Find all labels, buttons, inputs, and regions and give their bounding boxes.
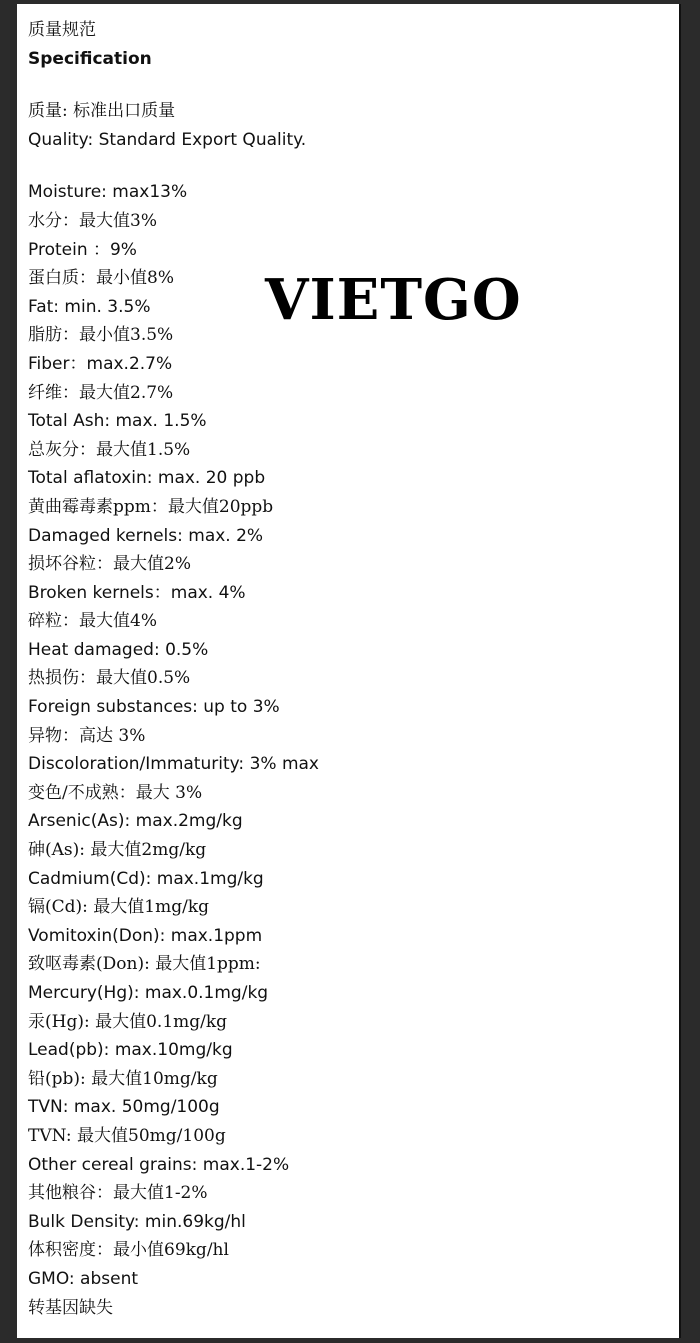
spec-damaged-kernels-en: Damaged kernels: max. 2% bbox=[28, 525, 264, 546]
heading-english: Specification bbox=[28, 48, 152, 69]
spec-aflatoxin-cn: 黄曲霉毒素ppm：最大值20ppb bbox=[28, 496, 274, 517]
spec-aflatoxin-en: Total aflatoxin: max. 20 ppb bbox=[28, 468, 266, 489]
spec-bulk-density-en: Bulk Density: min.69kg/hl bbox=[28, 1211, 246, 1232]
spec-vomitoxin-en: Vomitoxin(Don): max.1ppm bbox=[28, 925, 263, 946]
spacer bbox=[28, 154, 319, 178]
spec-bulk-density-cn: 体积密度：最小值69kg/hl bbox=[28, 1240, 229, 1261]
spec-ash-en: Total Ash: max. 1.5% bbox=[28, 411, 207, 432]
spec-tvn-cn: TVN: 最大值50mg/100g bbox=[28, 1125, 226, 1146]
spec-fiber-cn: 纤维：最大值2.7% bbox=[28, 382, 174, 403]
heading-chinese: 质量规范 bbox=[28, 20, 96, 40]
spec-tvn-en: TVN: max. 50mg/100g bbox=[28, 1097, 220, 1118]
document-page bbox=[17, 4, 681, 1338]
spec-lead-cn: 铅(pb): 最大值10mg/kg bbox=[28, 1068, 218, 1089]
spec-discoloration-cn: 变色/不成熟：最大 3% bbox=[28, 782, 203, 803]
spec-lead-en: Lead(pb): max.10mg/kg bbox=[28, 1040, 233, 1061]
spec-moisture-en: Moisture: max13% bbox=[28, 182, 188, 203]
spec-vomitoxin-cn: 致呕毒素(Don): 最大值1ppm: bbox=[28, 954, 261, 975]
spec-arsenic-cn: 砷(As): 最大值2mg/kg bbox=[28, 840, 207, 861]
spec-other-grains-en: Other cereal grains: max.1-2% bbox=[28, 1154, 290, 1175]
quality-english: Quality: Standard Export Quality. bbox=[28, 129, 307, 150]
spec-moisture-cn: 水分：最大值3% bbox=[28, 210, 157, 231]
spec-damaged-kernels-cn: 损坏谷粒：最大值2% bbox=[28, 554, 191, 575]
spec-foreign-substances-en: Foreign substances: up to 3% bbox=[28, 697, 280, 718]
spec-broken-kernels-en: Broken kernels：max. 4% bbox=[28, 582, 246, 603]
spec-gmo-cn: 转基因缺失 bbox=[28, 1297, 113, 1318]
spec-protein-cn: 蛋白质：最小值8% bbox=[28, 268, 174, 289]
spec-arsenic-en: Arsenic(As): max.2mg/kg bbox=[28, 811, 243, 832]
spacer bbox=[28, 73, 319, 97]
vietgo-watermark: VIETGO bbox=[265, 267, 522, 333]
spec-foreign-substances-cn: 异物：高达 3% bbox=[28, 725, 146, 746]
spec-mercury-cn: 汞(Hg): 最大值0.1mg/kg bbox=[28, 1011, 228, 1032]
spec-fiber-en: Fiber：max.2.7% bbox=[28, 353, 173, 374]
spec-mercury-en: Mercury(Hg): max.0.1mg/kg bbox=[28, 983, 269, 1003]
specification-text bbox=[28, 16, 319, 1322]
spec-heat-damaged-en: Heat damaged: 0.5% bbox=[28, 639, 209, 660]
spec-cadmium-cn: 镉(Cd): 最大值1mg/kg bbox=[28, 897, 210, 918]
spec-fat-cn: 脂肪：最小值3.5% bbox=[28, 325, 174, 346]
spec-gmo-en: GMO: absent bbox=[28, 1268, 139, 1289]
spec-cadmium-en: Cadmium(Cd): max.1mg/kg bbox=[28, 868, 264, 889]
spec-discoloration-en: Discoloration/Immaturity: 3% max bbox=[28, 754, 319, 775]
spec-protein-en: Protein ：9% bbox=[28, 239, 137, 260]
spec-heat-damaged-cn: 热损伤：最大值0.5% bbox=[28, 668, 191, 689]
spec-broken-kernels-cn: 碎粒：最大值4% bbox=[28, 611, 157, 632]
spec-other-grains-cn: 其他粮谷：最大值1-2% bbox=[28, 1183, 208, 1204]
spec-fat-en: Fat: min. 3.5% bbox=[28, 296, 151, 317]
spec-ash-cn: 总灰分：最大值1.5% bbox=[28, 439, 191, 460]
quality-chinese: 质量: 标准出口质量 bbox=[28, 101, 176, 122]
